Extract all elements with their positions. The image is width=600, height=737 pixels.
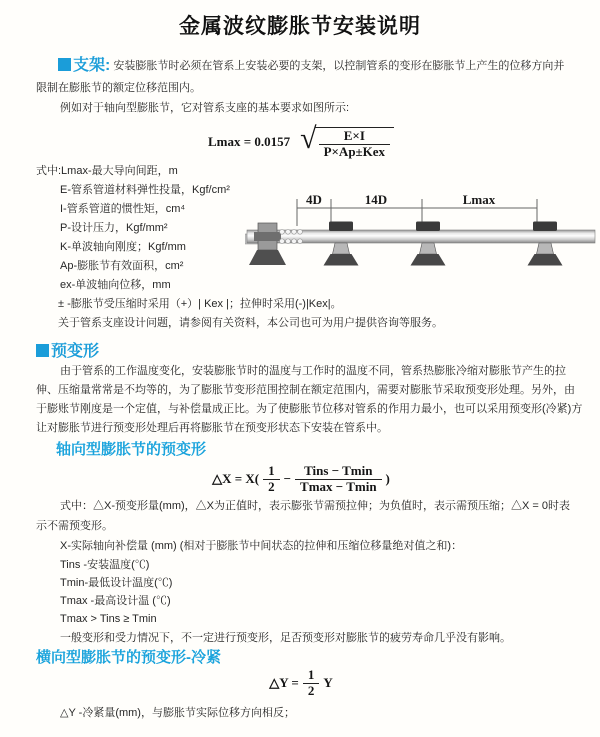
definition-line: P-设计压力，Kgf/mm² bbox=[60, 222, 168, 234]
axial-line: 示不需预变形。 bbox=[36, 520, 113, 532]
definition-line: K-单波轴向刚度；Kgf/mm bbox=[60, 241, 186, 253]
definition-line: Ap-膨胀节有效面积，cm² bbox=[60, 260, 184, 272]
predeform-heading-text: 预变形 bbox=[51, 343, 100, 360]
lateral-note: △Y -冷紧量(mm)，与膨胀节实际位移方向相反； bbox=[60, 707, 295, 719]
axial-line: 式中：△X-预变形量(mm)，△X为正值时，表示膨张节需预拉伸；为负值时，表示需预压缩；△X = 0时表 bbox=[60, 500, 570, 512]
definition-intro: 式中:Lmax-最大导向间距，m bbox=[36, 165, 178, 177]
guide-support bbox=[528, 222, 563, 266]
radical-group bbox=[300, 124, 394, 160]
formula-dx-prefix: △X = X( bbox=[212, 471, 260, 486]
axial-line: X-实际轴向补偿量 (mm) (相对于膨胀节中间状态的拉伸和压缩位移量绝对值之和)： bbox=[60, 540, 463, 552]
lmax-fraction-numerator: E×I bbox=[319, 129, 390, 145]
dim-label-lmax: Lmax bbox=[462, 193, 496, 207]
definition-line: ex-单波轴向位移，mm bbox=[60, 279, 171, 291]
formula-lmax-prefix: Lmax = 0.0157 bbox=[207, 134, 291, 149]
axial-notes bbox=[36, 496, 570, 648]
dx-temp-denominator: Tmax − Tmin bbox=[300, 478, 377, 494]
dx-half-denominator: 2 bbox=[268, 478, 275, 494]
pipe-support-diagram bbox=[245, 193, 597, 293]
axial-line: Tmax -最高设计温 (℃) bbox=[60, 595, 171, 607]
support-line3: 例如对于轴向型膨胀节，它对管系支座的基本要求如图所示: bbox=[60, 102, 350, 114]
blue-square-bullet-icon bbox=[36, 344, 49, 357]
paragraph-line: 伸、压缩量常常是不均等的，为了膨胀节变形范围控制在额定范围内，需要对膨胀节采取预变形处理。另外，由 bbox=[36, 384, 575, 396]
definition-line: ± -膨胀节受压缩时采用（+）| Kex |；拉伸时采用(-)|Kex|。 bbox=[58, 298, 342, 310]
document-body bbox=[36, 54, 583, 722]
axial-line: 一般变形和受力情况下，不一定进行预变形，足否预变形对膨胀节的疲劳寿命几乎没有影响。 bbox=[60, 632, 511, 644]
dim-label-4d: 4D bbox=[306, 193, 322, 207]
axial-line: Tmin-最低设计温度(℃) bbox=[60, 577, 173, 589]
guide-support bbox=[324, 222, 359, 266]
diagram-svg bbox=[245, 193, 597, 293]
anchor-band bbox=[254, 232, 281, 241]
axial-line: Tins -安装温度(℃) bbox=[60, 559, 150, 571]
dy-half-numerator: 1 bbox=[303, 668, 320, 684]
formula-delta-x bbox=[36, 462, 566, 496]
definition-line: E-管系管道材料弹性投量，Kgf/cm² bbox=[60, 184, 230, 196]
dy-half-denominator: 2 bbox=[307, 682, 315, 698]
anchor-base bbox=[249, 250, 286, 265]
predeform-section-heading bbox=[36, 343, 99, 360]
paragraph-line: 于膨账节刚度是一个定值，与补偿量成正比。为了使膨胀节位移对管系的作用力最小，也可以采用预变形(冷紧)方 bbox=[36, 403, 583, 415]
formula-lmax bbox=[36, 122, 566, 162]
dx-minus-operator: − bbox=[283, 471, 292, 486]
support-heading-text: 支架: bbox=[73, 57, 111, 74]
radical-sign: √ bbox=[300, 122, 317, 156]
dim-label-14d: 14D bbox=[364, 193, 388, 207]
definition-line: I-管系管道的惯性矩，cm⁴ bbox=[60, 203, 186, 215]
support-line1: 安装膨胀节时必须在管系上安装必要的支架，以控制管系的变形在膨胀节上产生的位移方向并 bbox=[113, 60, 565, 72]
radicand bbox=[315, 127, 394, 160]
paragraph-line: 让对膨胀节进行预变形处理后再将膨胀节在预变形状态下安装在管系中。 bbox=[36, 422, 388, 434]
lateral-subsection-heading: 横向型膨胀节的预变形-冷紧 bbox=[36, 649, 221, 666]
paragraph-line: 由于管系的工作温度变化，安装膨胀节时的温度与工作时的温度不同，管系热膨胀冷缩对膨胀节产生的拉 bbox=[60, 365, 566, 377]
support-section-heading bbox=[58, 57, 110, 74]
predeform-heading-line bbox=[36, 342, 566, 362]
lmax-fraction-denominator: P×Ap±Kex bbox=[323, 144, 386, 159]
dx-fraction-half bbox=[263, 464, 280, 495]
page-title: 金属波纹膨胀节安装说明 bbox=[179, 15, 421, 38]
guide-support bbox=[411, 222, 446, 266]
dx-temp-numerator: Tins − Tmin bbox=[295, 464, 382, 480]
dx-temperature-fraction bbox=[295, 464, 382, 495]
blue-square-bullet-icon bbox=[58, 58, 71, 71]
formula-dy-suffix: Y bbox=[323, 675, 333, 690]
dy-fraction-half bbox=[303, 668, 320, 699]
lmax-fraction bbox=[319, 129, 390, 160]
formula-delta-y bbox=[36, 668, 566, 698]
predeform-paragraph bbox=[36, 362, 583, 438]
formula-dy-prefix: △Y = bbox=[269, 675, 299, 690]
dx-half-numerator: 1 bbox=[263, 464, 280, 480]
formula-dx-suffix: ) bbox=[385, 471, 390, 486]
axial-subsection-heading: 轴向型膨胀节的预变形 bbox=[56, 441, 207, 458]
definition-line: 关于管系支座设计问题，请参阅有关资料，本公司也可为用户提供咨询等服务。 bbox=[58, 317, 443, 329]
support-line2: 限制在膨胀节的额定位移范围内。 bbox=[36, 82, 201, 94]
axial-line: Tmax > Tins ≥ Tmin bbox=[60, 613, 157, 625]
support-section-heading-line bbox=[36, 54, 566, 78]
